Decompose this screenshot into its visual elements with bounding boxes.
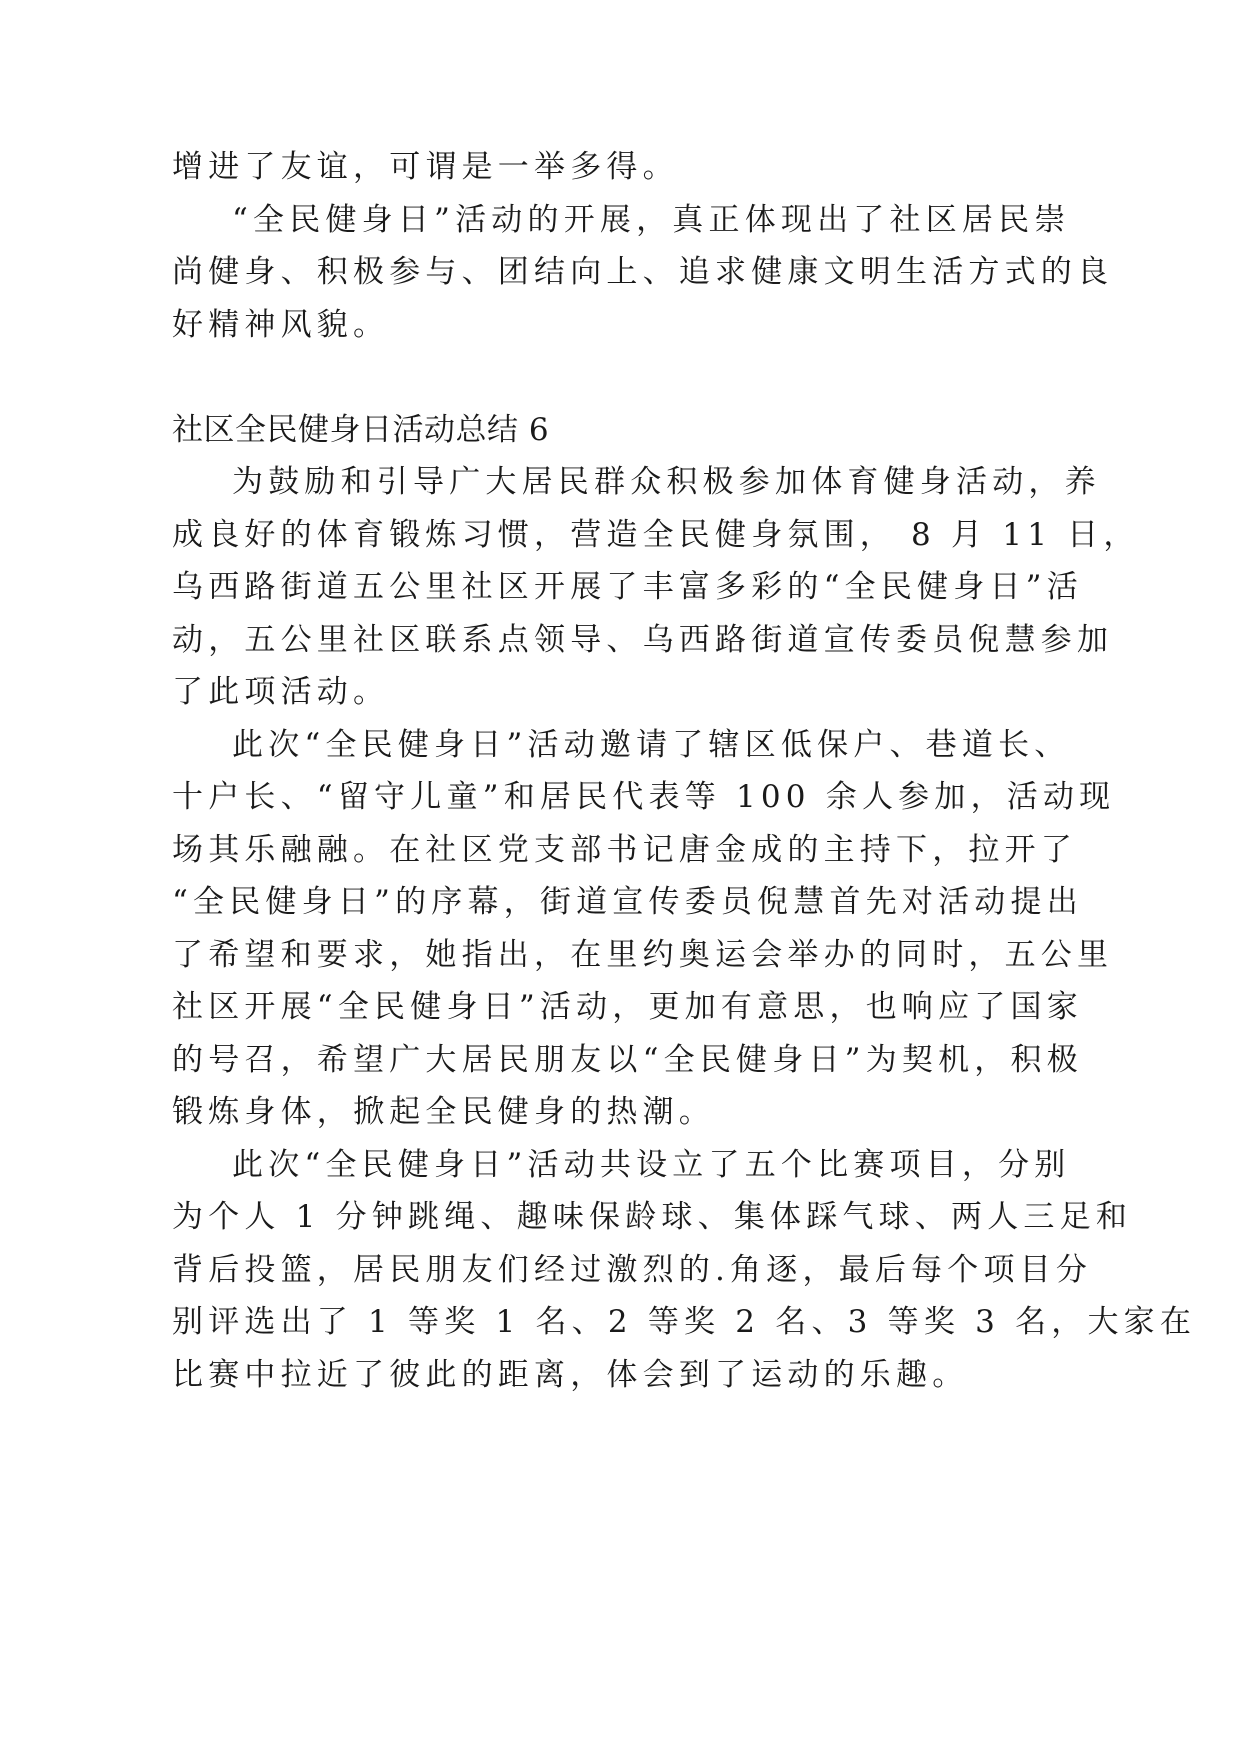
- paragraph-2-line: “全民健身日”的序幕，街道宣传委员倪慧首先对活动提出: [172, 884, 1083, 920]
- paragraph-2-line: 场其乐融融。在社区党支部书记唐金成的主持下，拉开了: [172, 832, 1077, 868]
- paragraph-1-line: 为鼓励和引导广大居民群众积极参加体育健身活动，养: [232, 464, 1101, 500]
- paragraph-2-line: 十户长、“留守儿童”和居民代表等 100 余人参加，活动现: [172, 779, 1116, 815]
- section-heading: 社区全民健身日活动总结 6: [172, 412, 550, 448]
- paragraph-2-line: 社区开展“全民健身日”活动，更加有意思，也响应了国家: [172, 989, 1083, 1025]
- paragraph-3-line: 别评选出了 1 等奖 1 名、2 等奖 2 名、3 等奖 3 名，大家在: [172, 1304, 1197, 1340]
- paragraph-conclusion-line: “全民健身日”活动的开展，真正体现出了社区居民崇: [232, 202, 1071, 238]
- paragraph-3-line: 背后投篮，居民朋友们经过激烈的.角逐，最后每个项目分: [172, 1252, 1093, 1288]
- paragraph-conclusion-line: 好精神风貌。: [172, 307, 390, 343]
- paragraph-2-line: 锻炼身体，掀起全民健身的热潮。: [172, 1094, 715, 1130]
- paragraph-2-line: 的号召，希望广大居民朋友以“全民健身日”为契机，积极: [172, 1042, 1083, 1078]
- paragraph-1-line: 成良好的体育锻炼习惯，营造全民健身氛围， 8 月 11 日，: [172, 517, 1140, 553]
- paragraph-3-line: 比赛中拉近了彼此的距离，体会到了运动的乐趣。: [172, 1357, 969, 1393]
- paragraph-3-line: 此次“全民健身日”活动共设立了五个比赛项目，分别: [232, 1147, 1071, 1183]
- paragraph-1-line: 了此项活动。: [172, 674, 390, 710]
- paragraph-2-line: 了希望和要求，她指出，在里约奥运会举办的同时，五公里: [172, 937, 1114, 973]
- paragraph-1-line: 动，五公里社区联系点领导、乌西路街道宣传委员倪慧参加: [172, 622, 1114, 658]
- paragraph-2-line: 此次“全民健身日”活动邀请了辖区低保户、巷道长、: [232, 727, 1071, 763]
- paragraph-conclusion-line: 尚健身、积极参与、团结向上、追求健康文明生活方式的良: [172, 254, 1114, 290]
- paragraph-3-line: 为个人 1 分钟跳绳、趣味保龄球、集体踩气球、两人三足和: [172, 1199, 1133, 1235]
- paragraph-fragment-line: 增进了友谊，可谓是一举多得。: [172, 149, 679, 185]
- paragraph-1-line: 乌西路街道五公里社区开展了丰富多彩的“全民健身日”活: [172, 569, 1083, 605]
